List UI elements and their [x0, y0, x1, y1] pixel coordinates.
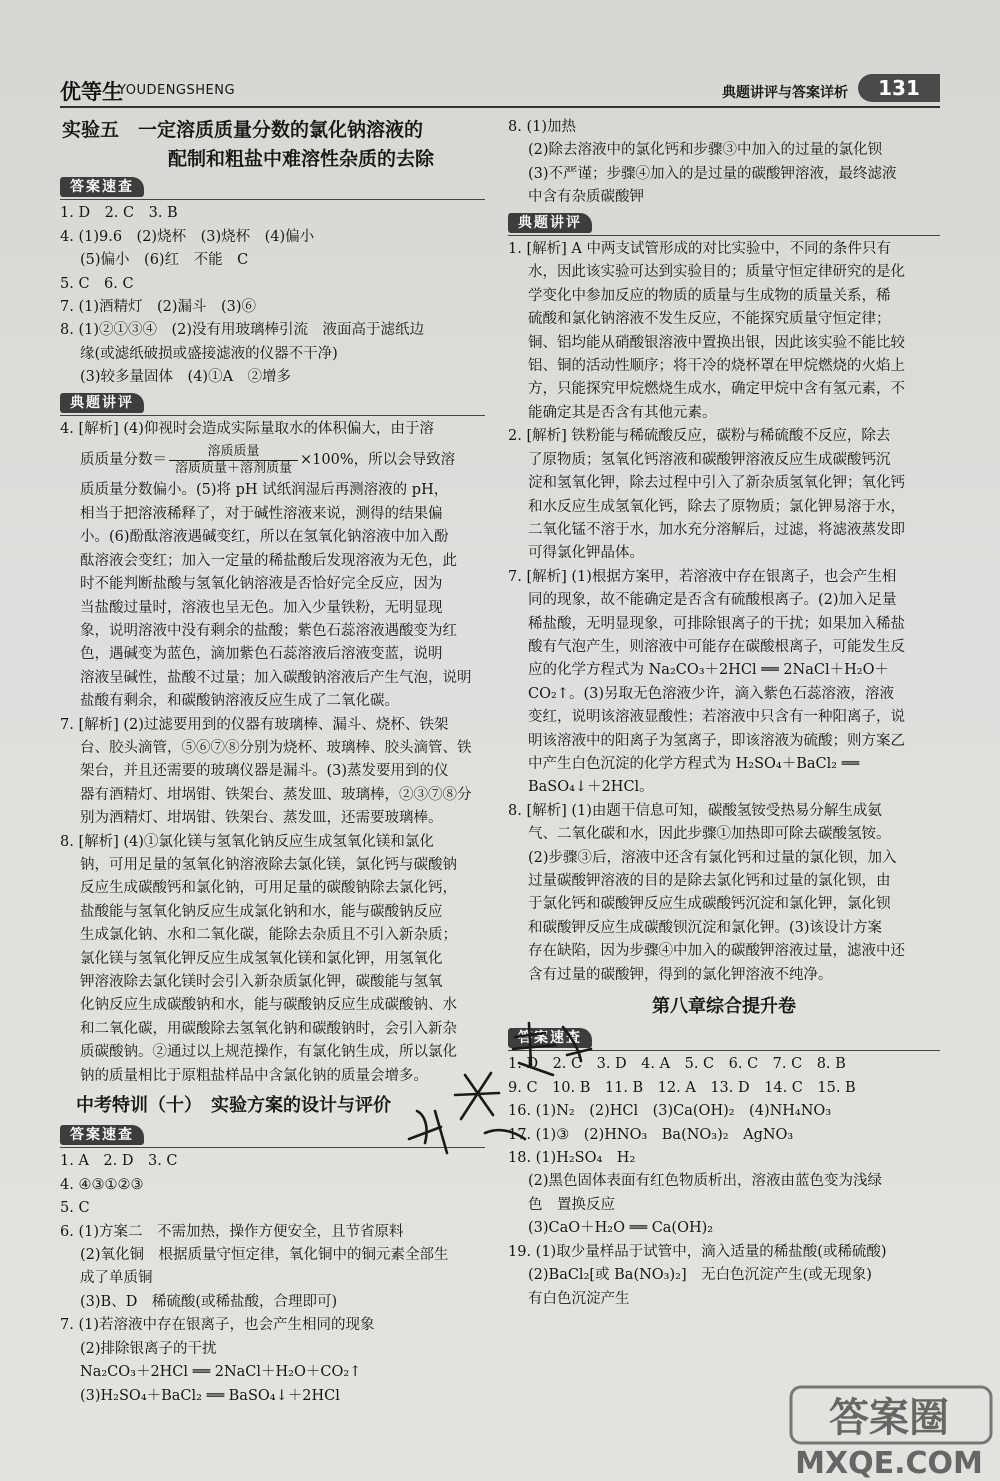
text-line: 别为酒精灯、坩埚钳、铁架台、蒸发皿，还需要玻璃棒。 — [80, 810, 443, 827]
text-line: 反应生成碳酸钙和氯化钠，可用足量的碳酸钠除去氯化钙， — [80, 880, 457, 897]
text-line: BaSO₄↓＋2HCl。 — [528, 779, 654, 796]
fraction — [169, 444, 298, 477]
answer-line: (3)不严谨；步骤④加入的是过量的碳酸钾溶液，最终滤液 — [528, 165, 897, 182]
answers-tag: 答案速查 — [508, 1028, 592, 1048]
text-line: 2. [解析] 铁粉能与稀硫酸反应，碳粉与稀硫酸不反应，除去 — [508, 428, 891, 445]
brand-logo: 优等生 — [60, 80, 123, 104]
text-line: 质碳酸钠。②通过以上规范操作，有氯化钠生成，所以氯化 — [80, 1044, 457, 1061]
answer-line: 8. (1)②①③④ (2)没有用玻璃棒引流 液面高于滤纸边 — [60, 322, 425, 339]
header-rule — [60, 106, 940, 108]
answers-tag: 答案速查 — [60, 1125, 144, 1145]
answer-line: 7. (1)若溶液中存在银离子，也会产生相同的现象 — [60, 1317, 375, 1334]
text-line: 含有过量的碳酸钾，得到的氯化钾溶液不纯净。 — [528, 966, 833, 983]
text-line: 同的现象，故不能确定是否含有硫酸根离子。(2)加入足量 — [528, 592, 897, 609]
answer-line: (2)黑色固体表面有红色物质析出，溶液由蓝色变为浅绿 — [528, 1173, 883, 1190]
answer-line: (3)较多量固体 (4)①A ②增多 — [80, 369, 292, 386]
answer-line: 有白色沉淀产生 — [528, 1290, 630, 1307]
text-line: 色，遇碱变为蓝色，滴加紫色石蕊溶液后溶液变蓝，说明 — [80, 646, 443, 663]
text-line: 小。(6)酚酞溶液遇碱变红，所以在氢氧化钠溶液中加入酚 — [80, 529, 449, 546]
text-line: 二氧化锰不溶于水，加水充分溶解后，过滤，将滤液蒸发即 — [528, 521, 905, 538]
answer-line: 6. (1)方案二 不需加热，操作方便安全，且节省原料 — [60, 1223, 404, 1240]
answer-list — [60, 1150, 485, 1407]
answer-line: 4. ④③①②③ — [60, 1176, 144, 1193]
text-line: 质质量分数偏小。(5)将 pH 试纸润湿后再测溶液的 pH， — [80, 482, 449, 499]
answer-line: 1. A 2. D 3. C — [60, 1153, 178, 1170]
section-title: 实验五 一定溶质质量分数的氯化钠溶液的 — [62, 119, 424, 141]
text-line: 铜、铝均能从硝酸银溶液中置换出银，因此该实验不能比较 — [528, 334, 905, 351]
text-line: 能确定其是否含有其他元素。 — [528, 404, 717, 421]
answer-line: (2)氧化铜 根据质量守恒定律，氧化铜中的铜元素全部生 — [80, 1247, 449, 1264]
text-line: (2)步骤③后，溶液中还含有氯化钙和过量的氯化钡，加入 — [528, 849, 897, 866]
text-line: 方，只能探究甲烷燃烧生成水，确定甲烷中含有氢元素，不 — [528, 381, 905, 398]
section-title-exam: 中考特训（十） 实验方案的设计与评价 — [76, 1095, 391, 1117]
answer-line: (3)CaO＋H₂O ══ Ca(OH)₂ — [528, 1220, 714, 1237]
explanation-r8 — [508, 800, 940, 987]
text-line: 和二氧化碳，用碳酸除去氢氧化钠和碳酸钠时，会引入新杂 — [80, 1020, 457, 1037]
answer-line: 中含有杂质碳酸钾 — [528, 189, 644, 206]
text-line: 和碳酸钾反应生成碳酸钡沉淀和氯化钾。(3)该设计方案 — [528, 919, 883, 936]
text-line: 水，因此该实验可达到实验目的；质量守恒定律研究的是化 — [528, 264, 905, 281]
text-line: 器有酒精灯、坩埚钳、铁架台、蒸发皿、玻璃棒，②③⑦⑧分 — [80, 786, 472, 803]
answer-line: 5. C — [60, 1200, 90, 1217]
answer-line: 色 置换反应 — [528, 1196, 615, 1213]
answer-line: 5. C 6. C — [60, 275, 134, 292]
explanation-r2 — [508, 425, 940, 565]
text-line: 可得氯化钾晶体。 — [528, 545, 644, 562]
tag-row — [60, 390, 485, 416]
text-line: 铝、铜的活动性顺序；将干冷的烧杯罩在甲烷燃烧的火焰上 — [528, 358, 905, 375]
text-line: 钠，可用足量的氢氧化钠溶液除去氯化镁，氯化钙与碳酸钠 — [80, 856, 457, 873]
fraction-prefix: 质质量分数＝ — [80, 452, 167, 469]
text-line: 硫酸和氯化钠溶液不发生反应，不能探究质量守恒定律； — [528, 311, 891, 328]
answer-q8 — [508, 116, 940, 210]
answer-line: 17. (1)③ (2)HNO₃ Ba(NO₃)₂ AgNO₃ — [508, 1126, 794, 1143]
tag-row — [508, 210, 940, 236]
text-line: CO₂↑。(3)另取无色溶液少许，滴入紫色石蕊溶液，溶液 — [528, 685, 894, 702]
answer-list — [60, 202, 485, 389]
answer-line: 缘(或滤纸破损或盛接滤液的仪器不干净) — [80, 345, 338, 362]
text-line: 过量碳酸钾溶液的目的是除去氯化钙和过量的氯化钡，由 — [528, 873, 891, 889]
text-line: 应的化学方程式为 Na₂CO₃＋2HCl ══ 2NaCl＋H₂O＋ — [528, 662, 889, 679]
text-line: 1. [解析] A 中两支试管形成的对比实验中，不同的条件只有 — [508, 241, 891, 258]
brand-subtitle: YOUDENGSHENG — [118, 83, 236, 98]
explain-tag: 典题讲评 — [60, 393, 144, 413]
text-line: 明该溶液中的阳离子为氢离子，即该溶液为硫酸；则方案乙 — [528, 732, 905, 749]
text-line: 盐酸能与氢氧化钠反应生成氯化钠和水，能与碳酸钠反应 — [80, 903, 443, 920]
section-title-line2: 配制和粗盐中难溶性杂质的去除 — [168, 148, 435, 170]
text-line: 钾溶液除去氯化镁时会引入新杂质氯化钾，碳酸能与氢氧 — [80, 974, 443, 990]
text-line: 酞溶液会变红；加入一定量的稀盐酸后发现溶液为无色，此 — [80, 552, 457, 569]
fraction-line — [60, 441, 485, 479]
answer-line: 19. (1)取少量样品于试管中，滴入适量的稀盐酸(或稀硫酸) — [508, 1243, 887, 1260]
explanation-q7 — [60, 714, 485, 831]
watermark-big: 答案圈 — [829, 1395, 949, 1441]
text-line: 台、胶头滴管，⑤⑥⑦⑧分别为烧杯、玻璃棒、胶头滴管、铁 — [80, 739, 472, 756]
text-line: 生成氯化钠、水和二氧化碳，能除去杂质且不引入新杂质； — [80, 927, 457, 944]
fraction-denominator: 溶质质量＋溶剂质量 — [175, 460, 293, 476]
text-line: 象，说明溶液中没有剩余的盐酸；紫色石蕊溶液遇酸变为红 — [80, 622, 457, 639]
text-line: 淀和氢氧化钾，除去过程中引入了新杂质氢氧化钾；氧化钙 — [528, 475, 905, 492]
answer-line: 4. (1)9.6 (2)烧杯 (3)烧杯 (4)偏小 — [60, 228, 315, 245]
text-line: 氯化镁与氢氧化钾反应生成氢氧化镁和氯化钾，用氢氧化 — [80, 950, 443, 967]
fraction-numerator: 溶质质量 — [169, 444, 298, 461]
handwriting-scribble — [395, 1015, 595, 1165]
text-line: 学变化中参加反应的物质的质量与生成物的质量关系，稀 — [528, 287, 891, 304]
text-line: 和水反应生成氢氧化钙，除去了原物质；氯化钾易溶于水， — [528, 498, 905, 515]
text-line: 于氯化钙和碳酸钾反应生成碳酸钙沉淀和氯化钾，氯化钡 — [528, 896, 891, 913]
text-line: 时不能判断盐酸与氢氧化钠溶液是否恰好完全反应，因为 — [80, 576, 443, 593]
text-line: 7. [解析] (2)过滤要用到的仪器有玻璃棒、漏斗、烧杯、铁架 — [60, 716, 449, 733]
explanation-r1 — [508, 238, 940, 425]
explain-tag: 典题讲评 — [508, 213, 592, 233]
text-line: 变红，说明该溶液显酸性；若溶液中只含有一种阳离子，说 — [528, 709, 905, 726]
left-column — [60, 116, 485, 1408]
answer-line: 7. (1)酒精灯 (2)漏斗 (3)⑥ — [60, 299, 257, 316]
answer-line: 1. D 2. C 3. B — [60, 205, 178, 222]
answer-line: (2)排除银离子的干扰 — [80, 1340, 217, 1357]
text-line: 溶液呈碱性，盐酸不过量；加入碳酸钠溶液后产生气泡，说明 — [80, 669, 472, 686]
text-line: 7. [解析] (1)根据方案甲，若溶液中存在银离子，也会产生相 — [508, 568, 897, 585]
text-line: 钠的质量相比于原粗盐样品中含氯化钠的质量会增多。 — [80, 1067, 428, 1084]
answers-tag: 答案速查 — [60, 177, 144, 197]
text-line: 盐酸有剩余，和碳酸钠溶液反应生成了二氧化碳。 — [80, 693, 399, 710]
watermark-logo — [789, 1383, 994, 1481]
text-line: 架台，并且还需要的玻璃仪器是漏斗。(3)蒸发要用到的仪 — [80, 763, 449, 780]
text-line: 当盐酸过量时，溶液也呈无色。加入少量铁粉，无明显现 — [80, 599, 443, 616]
text-line: 8. [解析] (4)①氯化镁与氢氧化钠反应生成氢氧化镁和氯化 — [60, 833, 434, 850]
answer-line: (3)H₂SO₄＋BaCl₂ ══ BaSO₄↓＋2HCl — [80, 1387, 340, 1404]
text-line: 酸有气泡产生，则溶液中可能存在碳酸根离子，可能发生反 — [528, 638, 905, 655]
answer-line: 1. D 2. C 3. D 4. A 5. C 6. C 7. C 8. B — [508, 1056, 846, 1073]
fraction-suffix: ×100%，所以会导致溶 — [300, 452, 456, 469]
text-line: 中产生白色沉淀的化学方程式为 H₂SO₄＋BaCl₂ ══ — [528, 755, 860, 772]
tag-row — [60, 174, 485, 200]
text-line: 4. [解析] (4)仰视时会造成实际量取水的体积偏大，由于溶 — [60, 421, 434, 438]
watermark-url: MXQE.COM — [795, 1446, 983, 1481]
text-line: 气、二氧化碳和水，因此步骤①加热即可除去碳酸氢铵。 — [528, 826, 891, 843]
section-title-ch8: 第八章综合提升卷 — [652, 996, 796, 1018]
answer-line: (2)BaCl₂[或 Ba(NO₃)₂] 无白色沉淀产生(或无现象) — [528, 1267, 872, 1284]
answer-line: 8. (1)加热 — [508, 119, 576, 135]
text-line: 稀盐酸，无明显现象，可排除银离子的干扰；如果加入稀盐 — [528, 615, 905, 632]
answer-line: Na₂CO₃＋2HCl ══ 2NaCl＋H₂O＋CO₂↑ — [80, 1364, 362, 1381]
header-title: 典题讲评与答案详析 — [722, 85, 848, 101]
page-number: 131 — [858, 74, 940, 102]
answer-line: 9. C 10. B 11. B 12. A 13. D 14. C 15. B — [508, 1079, 856, 1096]
answer-line: 18. (1)H₂SO₄ H₂ — [508, 1150, 636, 1167]
answer-line: (3)B、D 稀硫酸(或稀盐酸，合理即可) — [80, 1293, 338, 1310]
answer-line: 16. (1)N₂ (2)HCl (3)Ca(OH)₂ (4)NH₄NO₃ — [508, 1103, 832, 1120]
explanation-r7 — [508, 566, 940, 800]
text-line: 存在缺陷，因为步骤④中加入的碳酸钾溶液过量，滤液中还 — [528, 943, 905, 960]
text-line: 8. [解析] (1)由题干信息可知，碳酸氢铵受热易分解生成氨 — [508, 802, 882, 819]
answer-line: (2)除去溶液中的氯化钙和步骤③中加入的过量的氯化钡 — [528, 142, 883, 159]
text-line: 了原物质；氢氧化钙溶液和碳酸钾溶液反应生成碳酸钙沉 — [528, 451, 891, 468]
answer-line: 成了单质铜 — [80, 1270, 153, 1287]
text-line: 相当于把溶液稀释了，对于碱性溶液来说，测得的结果偏 — [80, 505, 443, 522]
answer-line: (5)偏小 (6)红 不能 C — [80, 252, 249, 269]
explanation-q4 — [60, 418, 485, 713]
text-line: 化钠反应生成碳酸钠和水，能与碳酸钠反应生成碳酸钠、水 — [80, 997, 457, 1014]
page-header — [60, 74, 940, 104]
